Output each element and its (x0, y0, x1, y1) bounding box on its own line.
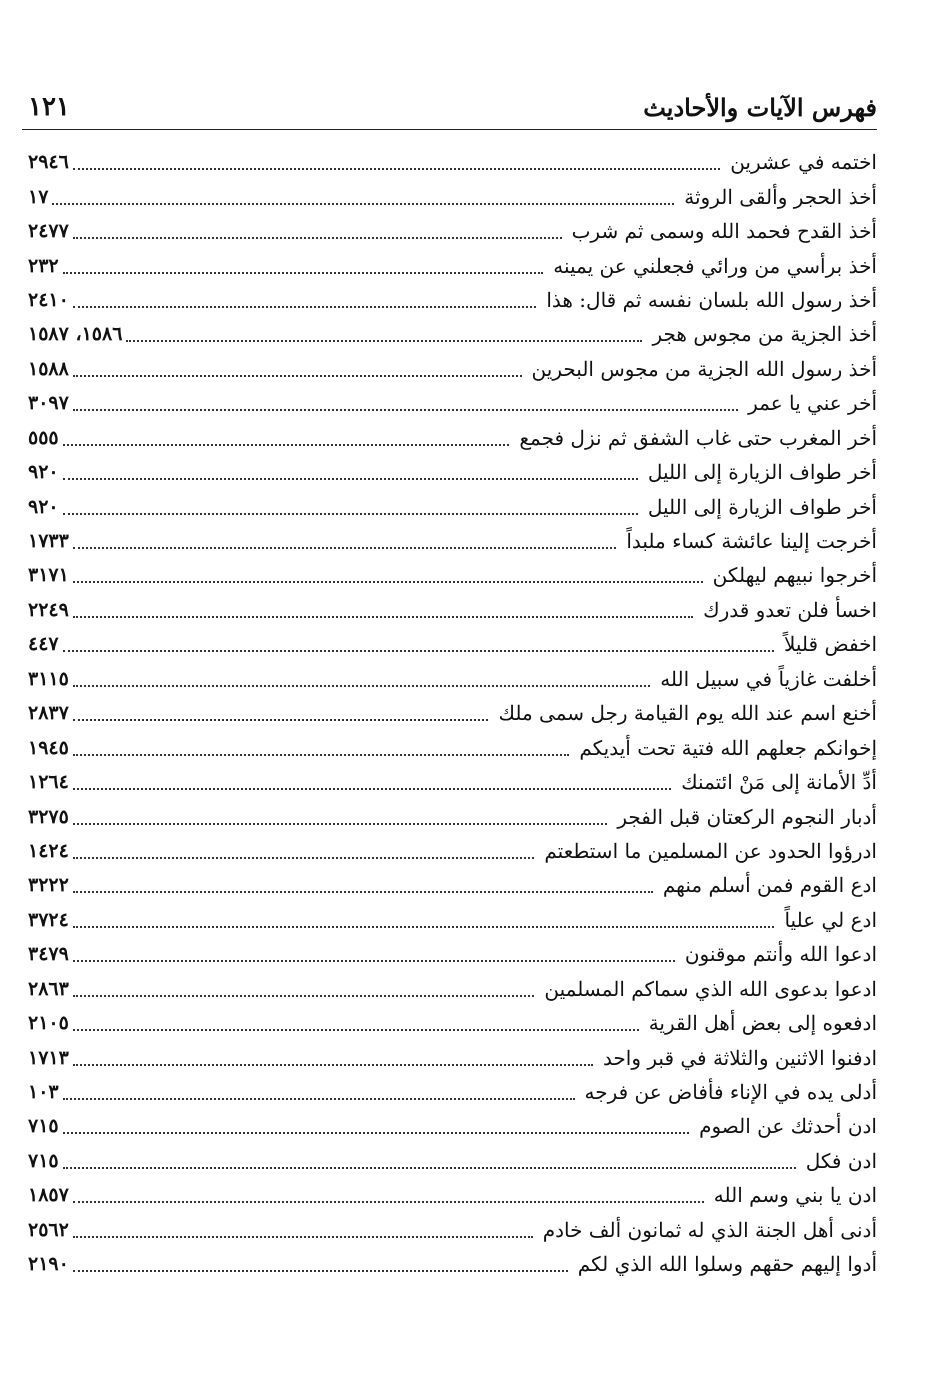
index-entry (28, 799, 877, 833)
dot-leader (63, 272, 544, 274)
index-entry (28, 1144, 877, 1178)
entry-reference-number: ٥٥٥ (28, 426, 59, 449)
index-entry (28, 386, 877, 420)
entry-reference-number: ١٥٨٨ (28, 357, 69, 380)
entry-reference-number: ٤٤٧ (28, 633, 59, 656)
entry-reference-number: ١٥٨٦، ١٥٨٧ (28, 323, 123, 346)
entry-reference-number: ١٠٣ (28, 1081, 59, 1104)
dot-leader (73, 616, 693, 618)
page-title: فهرس الآيات والأحاديث (643, 93, 877, 122)
page-number: ١٢١ (28, 92, 70, 122)
entry-text: ادعوا بدعوى الله الذي سماكم المسلمين (544, 976, 877, 1001)
page-header (28, 82, 877, 122)
dot-leader (63, 513, 638, 515)
entry-text: أخذ برأسي من ورائي فجعلني عن يمينه (553, 253, 877, 278)
entry-text: أخلفت غازياً في سبيل الله (660, 666, 877, 691)
entry-reference-number: ٣١٧١ (28, 564, 69, 587)
entry-reference-number: ٢١٠٥ (28, 1012, 69, 1035)
entry-text: ادن أحدثك عن الصوم (699, 1114, 877, 1139)
entry-text: أخذ الجزية من مجوس هجر (652, 322, 877, 347)
index-entry (28, 1006, 877, 1040)
dot-leader (73, 409, 738, 411)
entry-text: أدوا إليهم حقهم وسلوا الله الذي لكم (577, 1252, 877, 1277)
dot-leader (73, 995, 535, 997)
index-entry (28, 352, 877, 386)
entry-reference-number: ١٧١٣ (28, 1046, 69, 1069)
entry-reference-number: ٣٧٢٤ (28, 908, 69, 931)
index-entry (28, 1075, 877, 1109)
entry-text: أخذ القدح فحمد الله وسمى ثم شرب (571, 219, 877, 244)
entry-text: اخفض قليلاً (783, 632, 877, 657)
dot-leader (63, 1167, 796, 1169)
index-entry (28, 283, 877, 317)
entry-text: اختمه في عشرين (730, 150, 877, 175)
entry-reference-number: ٣٢٢٢ (28, 874, 69, 897)
entry-text: أخرجوا نبيهم ليهلكن (712, 563, 877, 588)
entry-reference-number: ٣٢٧٥ (28, 805, 69, 828)
dot-leader (73, 857, 535, 859)
entry-reference-number: ٣٤٧٩ (28, 943, 69, 966)
dot-leader (73, 1236, 533, 1238)
entry-reference-number: ١٩٤٥ (28, 736, 69, 759)
index-entry (28, 696, 877, 730)
entry-text: ادفعوه إلى بعض أهل القرية (648, 1011, 877, 1036)
index-entry (28, 662, 877, 696)
dot-leader (73, 581, 703, 583)
dot-leader (73, 788, 671, 790)
entry-text: أدنى أهل الجنة الذي له ثمانون ألف خادم (542, 1217, 877, 1242)
index-entry (28, 248, 877, 282)
dot-leader (73, 891, 653, 893)
entry-text: أخر طواف الزيارة إلى الليل (647, 460, 877, 485)
index-entry (28, 868, 877, 902)
entry-text: أدِّ الأمانة إلى مَنْ ائتمنك (681, 770, 877, 795)
index-entry (28, 765, 877, 799)
index-entry (28, 972, 877, 1006)
entry-reference-number: ٧١٥ (28, 1115, 59, 1138)
entry-text: إخوانكم جعلهم الله فتية تحت أيديكم (579, 735, 877, 760)
dot-leader (73, 237, 562, 239)
entry-text: ادن فكل (805, 1148, 877, 1173)
dot-leader (73, 547, 617, 549)
index-entry (28, 179, 877, 213)
dot-leader (63, 650, 774, 652)
dot-leader (63, 1132, 689, 1134)
index-entry (28, 1040, 877, 1074)
dot-leader (73, 960, 675, 962)
index-entry (28, 455, 877, 489)
index-entry (28, 524, 877, 558)
index-entry (28, 1213, 877, 1247)
index-entry (28, 421, 877, 455)
entry-reference-number: ١٤٢٤ (28, 839, 69, 862)
entry-text: أخذ الحجر وألقى الروثة (684, 184, 877, 209)
entry-reference-number: ١٧٣٣ (28, 530, 69, 553)
entry-text: ادع لي علياً (784, 907, 877, 932)
entry-text: أخذ رسول الله الجزية من مجوس البحرين (531, 356, 877, 381)
entry-reference-number: ٢٨٣٧ (28, 702, 69, 725)
entry-reference-number: ٢٤١٠ (28, 288, 69, 311)
entry-reference-number: ٧١٥ (28, 1149, 59, 1172)
entry-reference-number: ٢١٩٠ (28, 1253, 69, 1276)
dot-leader (73, 306, 537, 308)
entry-text: ادن يا بني وسم الله (713, 1183, 877, 1208)
entry-reference-number: ٣١١٥ (28, 667, 69, 690)
entry-text: أدبار النجوم الركعتان قبل الفجر (617, 804, 877, 829)
dot-leader (63, 478, 638, 480)
dot-leader (73, 1064, 593, 1066)
index-entry (28, 730, 877, 764)
dot-leader (126, 340, 642, 342)
dot-leader (63, 1098, 575, 1100)
index-entry (28, 214, 877, 248)
index-entry (28, 145, 877, 179)
dot-leader (73, 685, 650, 687)
entry-text: أخرجت إلينا عائشة كساء ملبداً (626, 529, 877, 554)
dot-leader (73, 1201, 704, 1203)
header-rule (22, 129, 877, 130)
entry-reference-number: ٢٨٦٣ (28, 977, 69, 1000)
dot-leader (73, 168, 720, 170)
entry-reference-number: ٢٩٤٦ (28, 151, 69, 174)
index-entry (28, 937, 877, 971)
entry-text: ادرؤوا الحدود عن المسلمين ما استطعتم (544, 838, 877, 863)
entry-reference-number: ١٧ (28, 185, 49, 208)
dot-leader (73, 823, 608, 825)
entry-reference-number: ٩٢٠ (28, 495, 59, 518)
entry-reference-number: ١٨٥٧ (28, 1184, 69, 1207)
dot-leader (52, 203, 674, 205)
entry-text: ادعوا الله وأنتم موقنون (684, 942, 877, 967)
index-entry (28, 627, 877, 661)
index-entry (28, 834, 877, 868)
index-entry (28, 1247, 877, 1281)
entry-text: اخسأ فلن تعدو قدرك (703, 597, 877, 622)
entry-text: أخذ رسول الله بلسان نفسه ثم قال: هذا (546, 287, 877, 312)
dot-leader (73, 719, 489, 721)
entry-text: ادفنوا الاثنين والثلاثة في قبر واحد (602, 1045, 877, 1070)
index-entry (28, 317, 877, 351)
index-entry (28, 593, 877, 627)
entry-reference-number: ٢٢٤٩ (28, 598, 69, 621)
entry-text: أخر عني يا عمر (748, 391, 877, 416)
entry-text: أدلى يده في الإناء فأفاض عن فرجه (584, 1080, 877, 1105)
entry-text: أخر طواف الزيارة إلى الليل (647, 494, 877, 519)
dot-leader (73, 754, 569, 756)
dot-leader (63, 444, 510, 446)
index-entries (28, 145, 877, 1281)
entry-reference-number: ٣٠٩٧ (28, 392, 69, 415)
index-entry (28, 558, 877, 592)
entry-text: ادع القوم فمن أسلم منهم (662, 873, 877, 898)
entry-reference-number: ١٢٦٤ (28, 771, 69, 794)
entry-text: أخر المغرب حتى غاب الشفق ثم نزل فجمع (519, 425, 877, 450)
dot-leader (73, 1029, 639, 1031)
dot-leader (73, 926, 775, 928)
entry-text: أخنع اسم عند الله يوم القيامة رجل سمى ملك (498, 701, 877, 726)
dot-leader (73, 375, 522, 377)
entry-reference-number: ٢٣٢ (28, 254, 59, 277)
index-entry (28, 1178, 877, 1212)
dot-leader (73, 1270, 568, 1272)
index-entry (28, 903, 877, 937)
index-entry (28, 1109, 877, 1143)
index-entry (28, 489, 877, 523)
entry-reference-number: ٩٢٠ (28, 461, 59, 484)
entry-reference-number: ٢٥٦٢ (28, 1218, 69, 1241)
entry-reference-number: ٢٤٧٧ (28, 220, 69, 243)
